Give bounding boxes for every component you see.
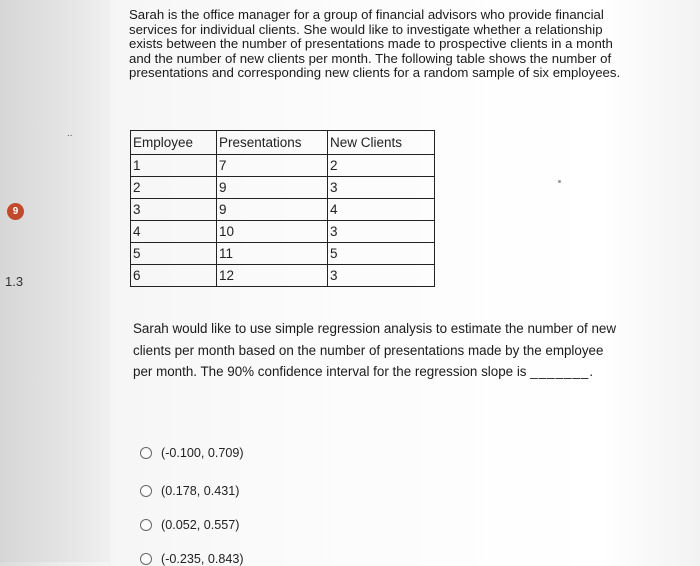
radio-button-icon[interactable] <box>140 519 152 531</box>
table-cell: 4 <box>328 199 435 221</box>
option-label: (-0.100, 0.709) <box>161 446 244 460</box>
table-row <box>131 155 435 177</box>
speck <box>558 180 561 183</box>
problem-intro: Sarah is the office manager for a group of financial advisors who provide financial services for individual clients. She would like to investigate whether a relationship exists between the number of presentations made to prospective clients in a month and the number of new clients per month. The following table shows the number of presentations and corresponding new clients for a random sample of six employees. <box>129 7 621 81</box>
radio-button-icon[interactable] <box>140 447 152 459</box>
data-table <box>130 130 435 287</box>
table-row <box>131 243 435 265</box>
table-header-row <box>131 131 435 155</box>
column-header-presentations: Presentations <box>217 131 328 155</box>
question-badge[interactable]: 9 <box>7 203 24 220</box>
table-cell: 5 <box>328 243 435 265</box>
option-label: (0.052, 0.557) <box>161 518 240 532</box>
table-cell: 7 <box>217 155 328 177</box>
answer-option-3[interactable] <box>140 518 239 532</box>
table-cell: 2 <box>131 177 217 199</box>
answer-blank: _______. <box>530 364 595 379</box>
column-header-employee: Employee <box>131 131 217 155</box>
question-body: Sarah would like to use simple regression analysis to estimate the number of new clients per month based on the number of presentations made by the employee per month. The 90% confidence interval for the regression slope is <box>133 321 617 379</box>
table-cell: 9 <box>217 177 328 199</box>
table-cell: 5 <box>131 243 217 265</box>
option-label: (-0.235, 0.843) <box>161 552 244 566</box>
table-cell: 3 <box>328 177 435 199</box>
table-cell: 3 <box>131 199 217 221</box>
table-row <box>131 265 435 287</box>
dots-marker: .. <box>67 128 73 139</box>
table-cell: 9 <box>217 199 328 221</box>
table-row <box>131 177 435 199</box>
table-cell: 3 <box>328 221 435 243</box>
option-label: (0.178, 0.431) <box>161 484 240 498</box>
table-cell: 12 <box>217 265 328 287</box>
table-cell: 3 <box>328 265 435 287</box>
table-cell: 11 <box>217 243 328 265</box>
answer-option-4[interactable] <box>140 552 244 566</box>
table-row <box>131 221 435 243</box>
table-row <box>131 199 435 221</box>
column-header-new-clients: New Clients <box>328 131 435 155</box>
table-cell: 6 <box>131 265 217 287</box>
radio-button-icon[interactable] <box>140 485 152 497</box>
table-cell: 1 <box>131 155 217 177</box>
answer-option-2[interactable] <box>140 484 239 498</box>
table-cell: 10 <box>217 221 328 243</box>
radio-button-icon[interactable] <box>140 553 152 565</box>
question-text <box>133 318 623 383</box>
question-number: 1.3 <box>5 274 24 289</box>
table-cell: 4 <box>131 221 217 243</box>
answer-option-1[interactable] <box>140 446 244 460</box>
table-cell: 2 <box>328 155 435 177</box>
